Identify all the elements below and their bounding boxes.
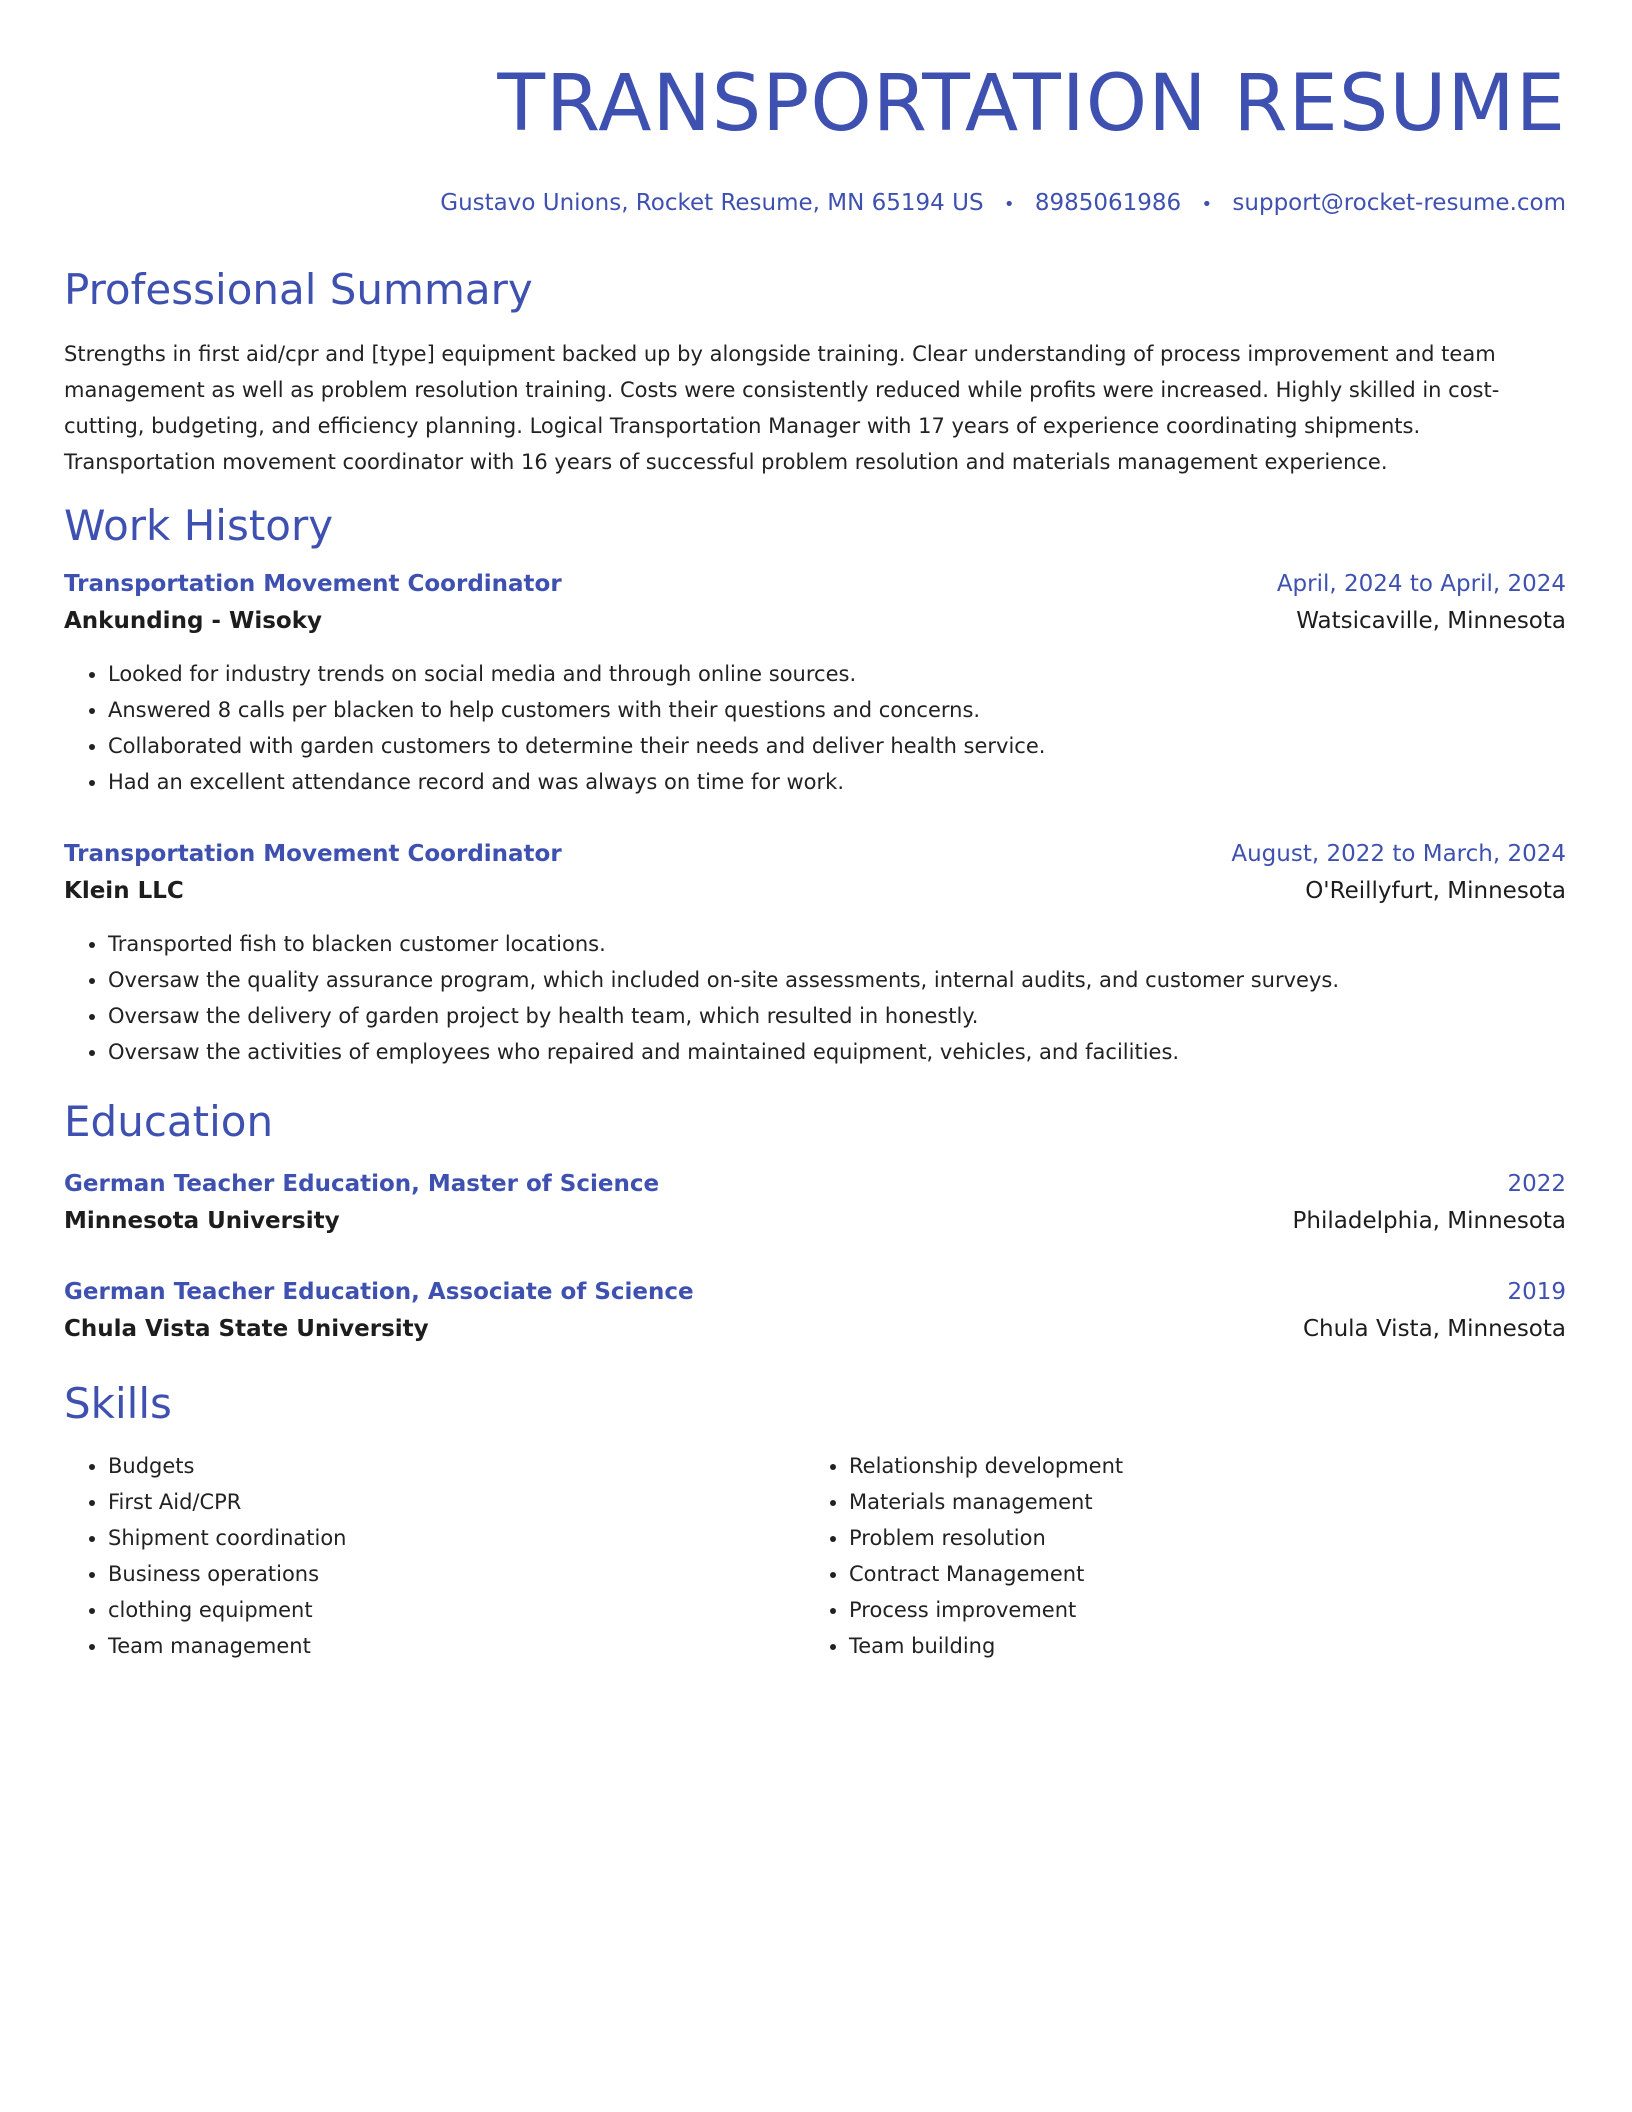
job-dates: April, 2024 to April, 2024 bbox=[1276, 571, 1566, 597]
job-bullets bbox=[64, 926, 1566, 1070]
job-bullet: • Oversaw the quality assurance program, which included on-site assessments, internal audits, and customer surveys. bbox=[108, 962, 1566, 998]
education-entry bbox=[64, 1166, 1566, 1240]
job-entry bbox=[64, 836, 1566, 1070]
contact-line bbox=[64, 188, 1566, 220]
resume-title: TRANSPORTATION RESUME bbox=[497, 59, 1566, 149]
job-bullet: • Oversaw the activities of employees who repaired and maintained equipment, vehicles, and facilities. bbox=[108, 1034, 1566, 1070]
education-location: Chula Vista, Minnesota bbox=[1302, 1316, 1566, 1342]
contact-separator: • bbox=[1201, 194, 1213, 215]
job-bullet: • Oversaw the delivery of garden project by health team, which resulted in honestly. bbox=[108, 998, 1566, 1034]
education-degree: German Teacher Education, Associate of Science bbox=[64, 1279, 694, 1305]
skill-item: • Budgets bbox=[108, 1448, 805, 1484]
job-bullet: • Collaborated with garden customers to determine their needs and deliver health service. bbox=[108, 728, 1566, 764]
education-location: Philadelphia, Minnesota bbox=[1292, 1208, 1566, 1234]
skills-column-right bbox=[805, 1448, 1546, 1664]
skill-item: • Materials management bbox=[849, 1484, 1546, 1520]
resume-page bbox=[64, 0, 1566, 1664]
skill-item: • First Aid/CPR bbox=[108, 1484, 805, 1520]
job-role: Transportation Movement Coordinator bbox=[64, 841, 562, 867]
skill-item: • Business operations bbox=[108, 1556, 805, 1592]
job-bullets bbox=[64, 656, 1566, 800]
job-role: Transportation Movement Coordinator bbox=[64, 571, 562, 597]
job-bullet: • Transported fish to blacken customer locations. bbox=[108, 926, 1566, 962]
contact-email: support@rocket-resume.com bbox=[1232, 190, 1566, 216]
skills-list bbox=[64, 1448, 1566, 1664]
skill-item: • Team management bbox=[108, 1628, 805, 1664]
summary-text: Strengths in first aid/cpr and [type] equipment backed up by alongside training. Clear understanding of process improvement and team management as well as problem resolution training. Costs were consistently reduced while profits were increased. Highly skilled in cost-cutting, budgeting, and efficiency planning. Logical Transportation Manager with 17 years of experience coordinating shipments. Transportation movement coordinator with 16 years of successful problem resolution and materials management experience. bbox=[64, 342, 1500, 474]
work-history-heading: Work History bbox=[64, 501, 334, 550]
education-school: Chula Vista State University bbox=[64, 1316, 429, 1342]
job-bullet: • Had an excellent attendance record and was always on time for work. bbox=[108, 764, 1566, 800]
education-school: Minnesota University bbox=[64, 1208, 340, 1234]
skill-item: • Problem resolution bbox=[849, 1520, 1546, 1556]
job-company: Ankunding - Wisoky bbox=[64, 608, 322, 634]
contact-separator: • bbox=[1003, 194, 1015, 215]
job-location: Watsicaville, Minnesota bbox=[1296, 608, 1566, 634]
job-bullet: • Looked for industry trends on social media and through online sources. bbox=[108, 656, 1566, 692]
skill-item: • Process improvement bbox=[849, 1592, 1546, 1628]
skill-item: • Contract Management bbox=[849, 1556, 1546, 1592]
skill-item: • Shipment coordination bbox=[108, 1520, 805, 1556]
job-dates: August, 2022 to March, 2024 bbox=[1231, 841, 1566, 867]
education-year: 2019 bbox=[1507, 1279, 1566, 1305]
education-year: 2022 bbox=[1507, 1171, 1566, 1197]
skills-column-left bbox=[64, 1448, 805, 1664]
job-entry bbox=[64, 566, 1566, 800]
contact-phone: 8985061986 bbox=[1034, 190, 1182, 216]
education-entry bbox=[64, 1274, 1566, 1348]
contact-address: Gustavo Unions, Rocket Resume, MN 65194 US bbox=[440, 190, 984, 216]
skill-item: • clothing equipment bbox=[108, 1592, 805, 1628]
job-company: Klein LLC bbox=[64, 878, 184, 904]
skill-item: • Relationship development bbox=[849, 1448, 1546, 1484]
skill-item: • Team building bbox=[849, 1628, 1546, 1664]
skills-heading: Skills bbox=[64, 1379, 172, 1428]
summary-heading: Professional Summary bbox=[64, 265, 533, 314]
job-location: O'Reillyfurt, Minnesota bbox=[1305, 878, 1566, 904]
education-heading: Education bbox=[64, 1097, 274, 1146]
education-degree: German Teacher Education, Master of Science bbox=[64, 1171, 660, 1197]
job-bullet: • Answered 8 calls per blacken to help customers with their questions and concerns. bbox=[108, 692, 1566, 728]
